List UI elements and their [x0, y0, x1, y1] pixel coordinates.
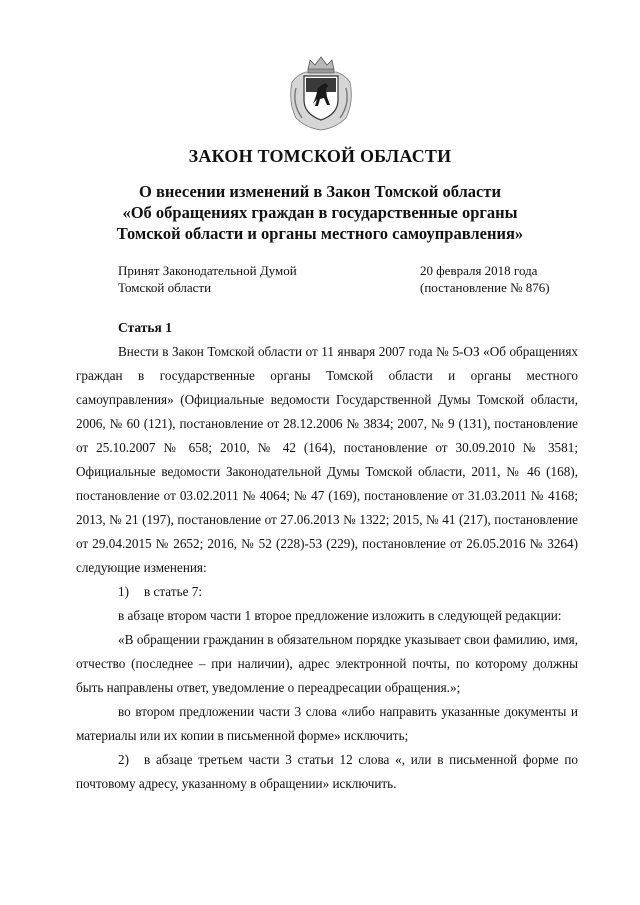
subtitle-line: Томской области и органы местного самоуправления»	[116, 224, 524, 243]
quote-paragraph: «В обращении гражданин в обязательном порядке указывает свои фамилию, имя, отчество (последнее – при наличии), адрес электронной почты, по которому должны быть направлены ответ, уведомление о переадресации обращения.»;	[76, 632, 578, 695]
subtitle-line: О внесении изменений в Закон Томской области	[139, 182, 501, 201]
item-number: 1)	[118, 584, 129, 599]
paragraph: в абзаце втором части 1 второе предложение изложить в следующей редакции:	[118, 608, 562, 623]
list-item	[76, 748, 578, 796]
adoption-resolution-line: (постановление № 876)	[420, 280, 550, 295]
paragraph: во втором предложении части 3 слова «либо направить указанные документы и материалы или их копии в письменной форме» исключить;	[76, 704, 578, 743]
article-heading: Статья 1	[118, 320, 172, 335]
item-text: в статье 7:	[144, 584, 202, 599]
adoption-body-line: Принят Законодательной Думой	[118, 263, 297, 278]
law-title: ЗАКОН ТОМСКОЙ ОБЛАСТИ	[188, 146, 452, 166]
intro-paragraph: Внести в Закон Томской области от 11 января 2007 года № 5-ОЗ «Об обращениях граждан в государственные органы Томской области и органы местного самоуправления» (Официальные ведомости Государственной Думы Томской области, 2006, № 60 (121), постановление от 28.12.2006 № 3834; 2007, № 9 (131), постановление от 25.10.2007 № 658; 2010, № 42 (164), постановление от 30.09.2010 № 3581; Официальные ведомости Законодательной Думы Томской области, 2011, № 46 (168), постановление от 03.02.2011 № 4064; № 47 (169), постановление от 31.03.2011 № 4168; 2013, № 21 (197), постановление от 27.06.2013 № 1322; 2015, № 41 (217), постановление от 29.04.2015 № 2652; 2016, № 52 (228)-53 (229), постановление от 26.05.2016 № 3264) следующие изменения:	[76, 344, 578, 575]
law-subtitle	[0, 181, 640, 244]
adoption-date	[420, 262, 550, 296]
coat-of-arms-icon	[286, 52, 356, 132]
adoption-date-line: 20 февраля 2018 года	[420, 263, 538, 278]
item-text: в абзаце третьем части 3 статьи 12 слова «, или в письменной форме по почтовому адресу, указанному в обращении» исключить.	[76, 752, 578, 791]
subtitle-line: «Об обращениях граждан в государственные органы	[122, 203, 518, 222]
article-body	[76, 340, 578, 796]
adoption-body	[118, 262, 297, 296]
adoption-body-line: Томской области	[118, 280, 212, 295]
item-number: 2)	[118, 752, 129, 767]
list-item	[76, 580, 578, 604]
